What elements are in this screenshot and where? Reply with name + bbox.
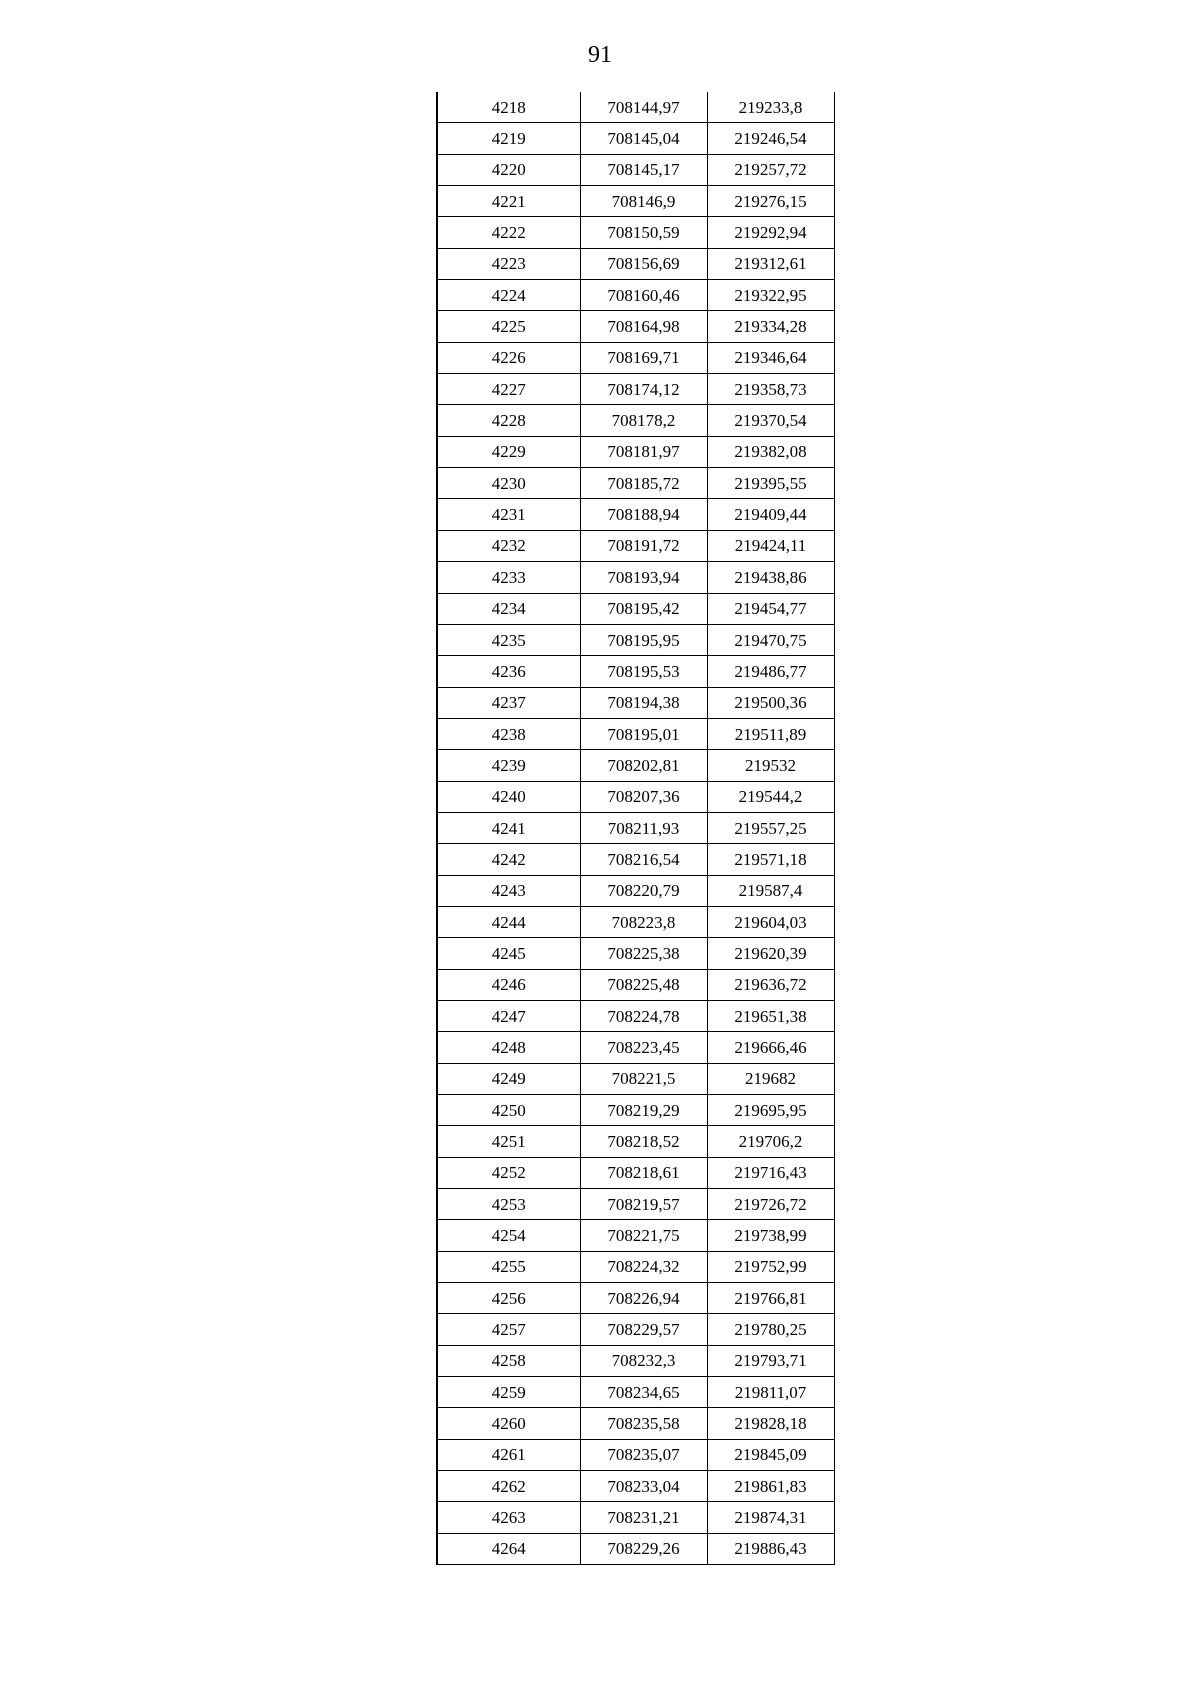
- cell-number: 4218: [437, 92, 580, 123]
- table-row: [437, 593, 834, 624]
- cell-x: 708220,79: [580, 875, 707, 906]
- cell-number: 4233: [437, 562, 580, 593]
- table-row: [437, 248, 834, 279]
- table-row: [437, 1063, 834, 1094]
- table-row: [437, 1000, 834, 1031]
- table-row: [437, 1533, 834, 1564]
- table-row: [437, 1251, 834, 1282]
- cell-number: 4247: [437, 1000, 580, 1031]
- cell-y: 219811,07: [707, 1377, 834, 1408]
- table-row: [437, 781, 834, 812]
- cell-number: 4244: [437, 906, 580, 937]
- cell-number: 4226: [437, 342, 580, 373]
- table-row: [437, 938, 834, 969]
- cell-x: 708219,57: [580, 1189, 707, 1220]
- cell-y: 219793,71: [707, 1345, 834, 1376]
- cell-number: 4259: [437, 1377, 580, 1408]
- table-row: [437, 812, 834, 843]
- cell-y: 219571,18: [707, 844, 834, 875]
- cell-number: 4232: [437, 530, 580, 561]
- table-row: [437, 1095, 834, 1126]
- page-number: 91: [588, 42, 612, 68]
- cell-number: 4234: [437, 593, 580, 624]
- cell-number: 4237: [437, 687, 580, 718]
- cell-number: 4248: [437, 1032, 580, 1063]
- cell-y: 219706,2: [707, 1126, 834, 1157]
- table-row: [437, 1032, 834, 1063]
- cell-number: 4257: [437, 1314, 580, 1345]
- table-row: [437, 750, 834, 781]
- cell-x: 708224,32: [580, 1251, 707, 1282]
- cell-x: 708216,54: [580, 844, 707, 875]
- cell-number: 4223: [437, 248, 580, 279]
- table-row: [437, 436, 834, 467]
- cell-y: 219312,61: [707, 248, 834, 279]
- table-row: [437, 875, 834, 906]
- cell-number: 4228: [437, 405, 580, 436]
- cell-y: 219587,4: [707, 875, 834, 906]
- table-row: [437, 1157, 834, 1188]
- cell-x: 708235,58: [580, 1408, 707, 1439]
- table-row: [437, 217, 834, 248]
- cell-y: 219370,54: [707, 405, 834, 436]
- cell-x: 708232,3: [580, 1345, 707, 1376]
- cell-y: 219382,08: [707, 436, 834, 467]
- cell-x: 708178,2: [580, 405, 707, 436]
- cell-y: 219532: [707, 750, 834, 781]
- cell-y: 219511,89: [707, 718, 834, 749]
- table-row: [437, 530, 834, 561]
- cell-x: 708164,98: [580, 311, 707, 342]
- cell-number: 4263: [437, 1502, 580, 1533]
- cell-x: 708195,42: [580, 593, 707, 624]
- cell-y: 219395,55: [707, 468, 834, 499]
- table-row: [437, 1189, 834, 1220]
- table-row: [437, 311, 834, 342]
- table-row: [437, 405, 834, 436]
- table-row: [437, 280, 834, 311]
- table-row: [437, 499, 834, 530]
- cell-y: 219886,43: [707, 1533, 834, 1564]
- cell-number: 4227: [437, 374, 580, 405]
- cell-x: 708231,21: [580, 1502, 707, 1533]
- cell-x: 708225,48: [580, 969, 707, 1000]
- cell-y: 219424,11: [707, 530, 834, 561]
- cell-number: 4235: [437, 624, 580, 655]
- table-row: [437, 1126, 834, 1157]
- coordinates-table: [436, 92, 835, 1565]
- cell-x: 708202,81: [580, 750, 707, 781]
- cell-y: 219544,2: [707, 781, 834, 812]
- cell-number: 4245: [437, 938, 580, 969]
- cell-number: 4258: [437, 1345, 580, 1376]
- table-row: [437, 687, 834, 718]
- cell-y: 219346,64: [707, 342, 834, 373]
- cell-x: 708229,57: [580, 1314, 707, 1345]
- table-row: [437, 718, 834, 749]
- cell-y: 219257,72: [707, 154, 834, 185]
- cell-number: 4264: [437, 1533, 580, 1564]
- cell-x: 708207,36: [580, 781, 707, 812]
- cell-x: 708218,52: [580, 1126, 707, 1157]
- cell-x: 708221,5: [580, 1063, 707, 1094]
- cell-number: 4224: [437, 280, 580, 311]
- cell-y: 219766,81: [707, 1283, 834, 1314]
- cell-x: 708233,04: [580, 1471, 707, 1502]
- cell-number: 4241: [437, 812, 580, 843]
- cell-x: 708144,97: [580, 92, 707, 123]
- cell-y: 219276,15: [707, 186, 834, 217]
- cell-y: 219636,72: [707, 969, 834, 1000]
- table-row: [437, 1314, 834, 1345]
- cell-y: 219651,38: [707, 1000, 834, 1031]
- cell-x: 708195,95: [580, 624, 707, 655]
- cell-x: 708181,97: [580, 436, 707, 467]
- cell-x: 708150,59: [580, 217, 707, 248]
- table-row: [437, 969, 834, 1000]
- cell-x: 708195,53: [580, 656, 707, 687]
- cell-number: 4221: [437, 186, 580, 217]
- cell-number: 4231: [437, 499, 580, 530]
- cell-x: 708218,61: [580, 1157, 707, 1188]
- cell-x: 708146,9: [580, 186, 707, 217]
- table-row: [437, 1220, 834, 1251]
- cell-number: 4219: [437, 123, 580, 154]
- cell-y: 219334,28: [707, 311, 834, 342]
- table-row: [437, 1408, 834, 1439]
- cell-y: 219738,99: [707, 1220, 834, 1251]
- cell-number: 4229: [437, 436, 580, 467]
- cell-y: 219500,36: [707, 687, 834, 718]
- table-row: [437, 1439, 834, 1470]
- cell-number: 4246: [437, 969, 580, 1000]
- cell-x: 708160,46: [580, 280, 707, 311]
- cell-y: 219322,95: [707, 280, 834, 311]
- table-row: [437, 374, 834, 405]
- cell-number: 4240: [437, 781, 580, 812]
- cell-y: 219666,46: [707, 1032, 834, 1063]
- cell-x: 708235,07: [580, 1439, 707, 1470]
- cell-number: 4220: [437, 154, 580, 185]
- cell-number: 4260: [437, 1408, 580, 1439]
- table-row: [437, 562, 834, 593]
- table-row: [437, 123, 834, 154]
- table-row: [437, 1377, 834, 1408]
- cell-number: 4251: [437, 1126, 580, 1157]
- table-row: [437, 844, 834, 875]
- table-row: [437, 186, 834, 217]
- cell-number: 4225: [437, 311, 580, 342]
- cell-x: 708169,71: [580, 342, 707, 373]
- cell-y: 219874,31: [707, 1502, 834, 1533]
- table-row: [437, 92, 834, 123]
- cell-y: 219246,54: [707, 123, 834, 154]
- table-row: [437, 1283, 834, 1314]
- cell-number: 4255: [437, 1251, 580, 1282]
- cell-y: 219358,73: [707, 374, 834, 405]
- cell-number: 4249: [437, 1063, 580, 1094]
- cell-number: 4254: [437, 1220, 580, 1251]
- cell-y: 219695,95: [707, 1095, 834, 1126]
- cell-y: 219752,99: [707, 1251, 834, 1282]
- cell-y: 219604,03: [707, 906, 834, 937]
- table-row: [437, 1345, 834, 1376]
- cell-number: 4252: [437, 1157, 580, 1188]
- cell-y: 219409,44: [707, 499, 834, 530]
- cell-y: 219780,25: [707, 1314, 834, 1345]
- cell-x: 708211,93: [580, 812, 707, 843]
- cell-y: 219486,77: [707, 656, 834, 687]
- cell-number: 4242: [437, 844, 580, 875]
- table-row: [437, 624, 834, 655]
- cell-y: 219716,43: [707, 1157, 834, 1188]
- cell-y: 219557,25: [707, 812, 834, 843]
- cell-x: 708188,94: [580, 499, 707, 530]
- cell-number: 4239: [437, 750, 580, 781]
- table-row: [437, 1502, 834, 1533]
- cell-x: 708223,45: [580, 1032, 707, 1063]
- cell-number: 4256: [437, 1283, 580, 1314]
- cell-x: 708226,94: [580, 1283, 707, 1314]
- cell-y: 219454,77: [707, 593, 834, 624]
- coordinates-table-body: [437, 92, 834, 1565]
- cell-x: 708219,29: [580, 1095, 707, 1126]
- cell-y: 219438,86: [707, 562, 834, 593]
- cell-x: 708145,17: [580, 154, 707, 185]
- cell-x: 708145,04: [580, 123, 707, 154]
- cell-number: 4230: [437, 468, 580, 499]
- cell-number: 4243: [437, 875, 580, 906]
- cell-x: 708221,75: [580, 1220, 707, 1251]
- cell-x: 708193,94: [580, 562, 707, 593]
- table-row: [437, 1471, 834, 1502]
- cell-x: 708224,78: [580, 1000, 707, 1031]
- cell-number: 4236: [437, 656, 580, 687]
- table-row: [437, 656, 834, 687]
- table-row: [437, 342, 834, 373]
- cell-y: 219292,94: [707, 217, 834, 248]
- cell-number: 4261: [437, 1439, 580, 1470]
- cell-number: 4262: [437, 1471, 580, 1502]
- cell-x: 708185,72: [580, 468, 707, 499]
- cell-y: 219470,75: [707, 624, 834, 655]
- cell-x: 708225,38: [580, 938, 707, 969]
- table-row: [437, 154, 834, 185]
- cell-number: 4222: [437, 217, 580, 248]
- cell-y: 219682: [707, 1063, 834, 1094]
- cell-number: 4238: [437, 718, 580, 749]
- cell-x: 708174,12: [580, 374, 707, 405]
- cell-x: 708195,01: [580, 718, 707, 749]
- cell-x: 708156,69: [580, 248, 707, 279]
- cell-x: 708194,38: [580, 687, 707, 718]
- cell-y: 219620,39: [707, 938, 834, 969]
- table-row: [437, 906, 834, 937]
- cell-y: 219845,09: [707, 1439, 834, 1470]
- cell-number: 4253: [437, 1189, 580, 1220]
- cell-y: 219726,72: [707, 1189, 834, 1220]
- table-row: [437, 468, 834, 499]
- cell-x: 708191,72: [580, 530, 707, 561]
- cell-y: 219861,83: [707, 1471, 834, 1502]
- cell-y: 219233,8: [707, 92, 834, 123]
- cell-x: 708223,8: [580, 906, 707, 937]
- cell-y: 219828,18: [707, 1408, 834, 1439]
- cell-number: 4250: [437, 1095, 580, 1126]
- cell-x: 708229,26: [580, 1533, 707, 1564]
- cell-x: 708234,65: [580, 1377, 707, 1408]
